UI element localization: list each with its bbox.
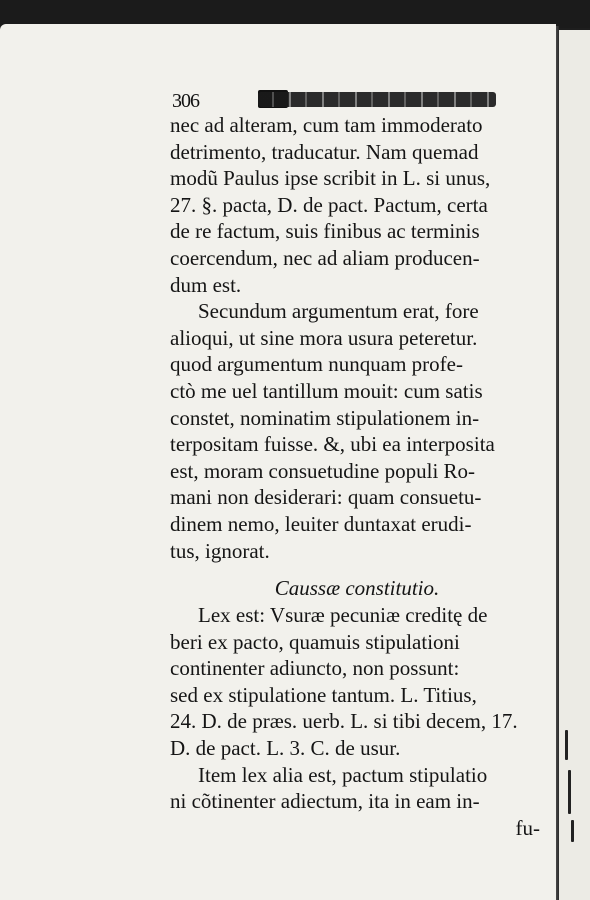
text-line: alioqui, ut sine mora usura peteretur. [170,325,478,350]
text-line: tus, ignorat. [170,538,270,563]
text-line: modũ Paulus ipse scribit in L. si unus, [170,166,491,191]
text-line: Lex est: Vsuræ pecuniæ creditę de [198,603,488,628]
text-line: 24. D. de præs. uerb. L. si tibi decem, 17. [170,709,518,734]
text-line: Item lex alia est, pactum stipulatio [198,762,488,787]
paragraph [170,298,544,564]
text-line: nec ad alteram, cum tam immoderato [170,113,483,137]
text-line: detrimento, traducatur. Nam quemad [170,139,479,164]
facing-page-ink [565,730,568,760]
paragraph [170,602,544,762]
text-line: ni cõtinenter adiectum, ita in eam in- [170,789,480,814]
facing-page-edge [559,30,590,900]
text-line: ctò me uel tantillum mouit: cum satis [170,378,483,403]
page-number: 306 [172,90,199,112]
text-line: dum est. [170,272,242,297]
text-line: coercendum, nec ad aliam producen- [170,245,480,270]
text-line: beri ex pacto, quamuis stipulationi [170,629,460,654]
text-line: continenter adiuncto, non possunt: [170,656,460,681]
text-line: 27. §. pacta, D. de pact. Pactum, certa [170,192,488,217]
running-head [172,88,502,114]
text-line: sed ex stipulatione tantum. L. Titius, [170,682,477,707]
text-line: terpositam fuisse. &, ubi ea interposita [170,432,495,457]
paragraph [170,762,544,815]
text-line: mani non desiderari: quam consuetu- [170,485,482,510]
paragraph [170,112,544,298]
text-line: D. de pact. L. 3. C. de usur. [170,736,401,761]
text-line: dinem nemo, leuiter duntaxat erudi- [170,511,472,536]
section-heading: Caussæ constitutio. [274,576,440,601]
obscured-running-title [258,92,496,107]
text-block [170,112,544,841]
text-line: est, moram consuetudine populi Ro- [170,458,476,483]
text-line: quod argumentum nunquam profe- [170,352,463,377]
text-line: constet, nominatim stipulationem in- [170,405,480,430]
text-line: de re factum, suis finibus ac terminis [170,219,480,244]
facing-page-ink [571,820,574,842]
catchword: fu- [515,815,540,840]
text-line: Secundum argumentum erat, fore [198,299,479,324]
facing-page-ink [568,770,571,814]
